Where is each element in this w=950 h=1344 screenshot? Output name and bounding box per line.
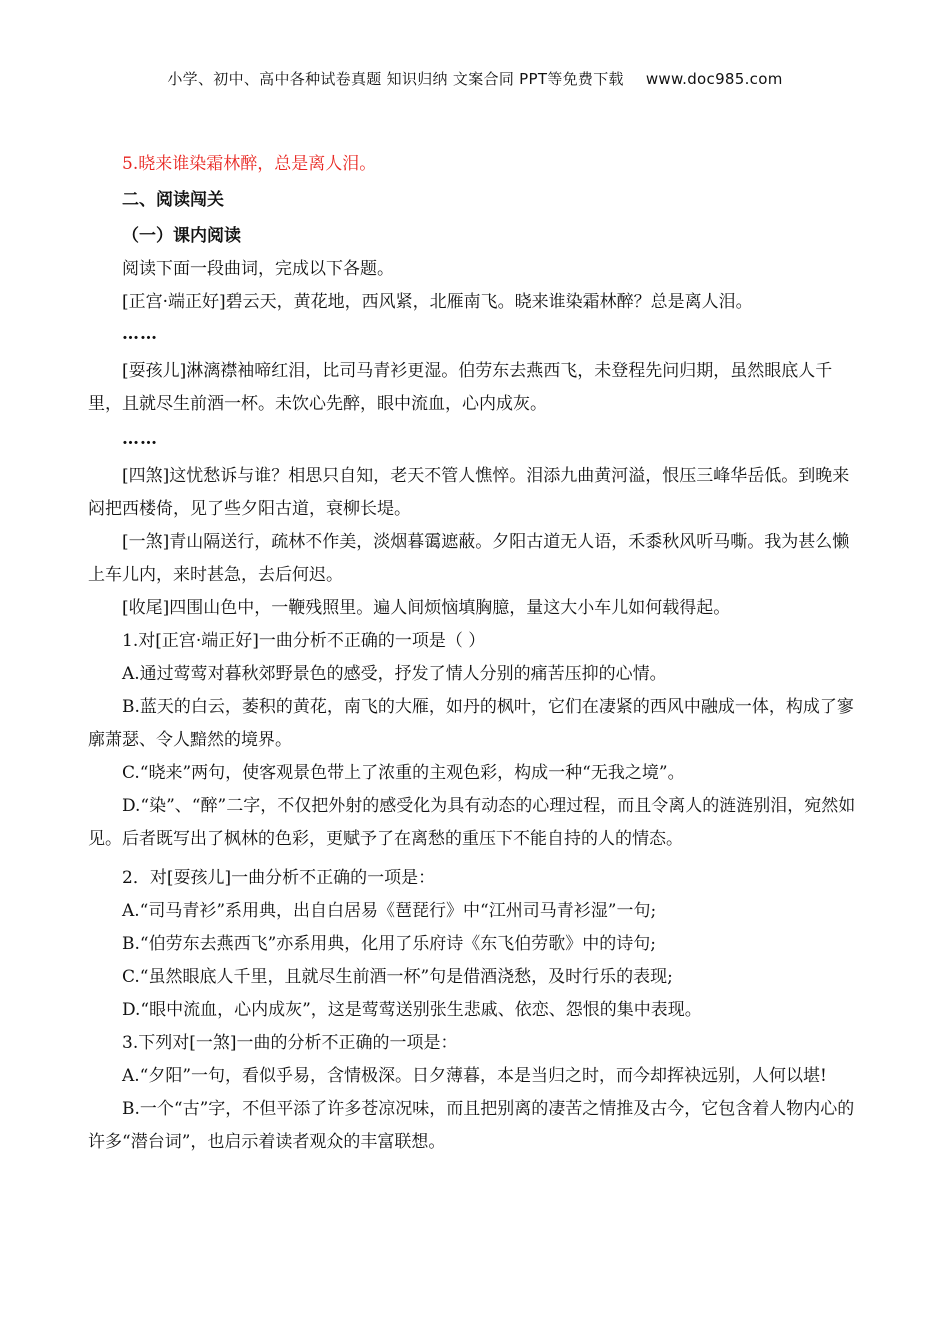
question-2-stem: 2．对[耍孩儿]一曲分析不正确的一项是： (122, 868, 436, 888)
instruction: 阅读下面一段曲词，完成以下各题。 (122, 259, 394, 279)
question-3-option-b: B.一个“古”字，不但平添了许多苍凉况味，而且把别离的凄苦之情推及古今，它包含着人物内心的许多“潜台词”，也启示着读者观众的丰富联想。 (88, 1099, 855, 1152)
question-1-option-b: B.蓝天的白云，萎积的黄花，南飞的大雁，如丹的枫叶，它们在凄紧的西风中融成一体，构成了寥廓萧瑟、令人黯然的境界。 (88, 697, 854, 750)
subsection-title: （一）课内阅读 (122, 226, 241, 246)
verse-sisha: [四煞]这忧愁诉与谁？相思只自知，老天不管人憔悴。泪添九曲黄河溢，恨压三峰华岳低。到晚来闷把西楼倚，见了些夕阳古道，衰柳长堤。 (88, 466, 850, 519)
document-body (88, 148, 866, 1159)
question-2-option-a: A.“司马青衫”系用典，出自白居易《琶琵行》中“江州司马青衫湿”一句; (122, 901, 657, 921)
question-1-option-c: C.“晓来”两句，使客观景色带上了浓重的主观色彩，构成一种“无我之境”。 (122, 763, 685, 783)
ellipsis: …… (122, 429, 158, 449)
question-2-option-d: D.“眼中流血，心内成灰”，这是莺莺送别张生悲戚、依恋、怨恨的集中表现。 (122, 1000, 702, 1020)
verse-yisha: [一煞]青山隔送行，疏林不作美，淡烟暮霭遮蔽。夕阳古道无人语，禾黍秋风听马嘶。我为甚么懒上车儿内，来时甚急，去后何迟。 (88, 532, 850, 585)
question-1-option-d: D.“染”、“醉”二字，不仅把外射的感受化为具有动态的心理过程，而且令离人的涟涟别泪，宛然如见。后者既写出了枫林的色彩，更赋予了在离愁的重压下不能自持的人的情态。 (88, 796, 856, 849)
question-2-option-c: C.“虽然眼底人千里，且就尽生前酒一杯”句是借酒浇愁，及时行乐的表现; (122, 967, 673, 987)
question-1-option-a: A.通过莺莺对暮秋郊野景色的感受，抒发了情人分别的痛苦压抑的心情。 (122, 664, 667, 684)
question-3-option-a: A.“夕阳”一句，看似乎易，含情极深。日夕薄暮，本是当归之时，而今却挥袂远别，人何以堪! (122, 1066, 827, 1086)
verse-shuahaier: [耍孩儿]淋漓襟袖啼红泪，比司马青衫更湿。伯劳东去燕西飞，未登程先问归期，虽然眼底人千里，且就尽生前酒一杯。未饮心先醉，眼中流血，心内成灰。 (88, 361, 833, 414)
ellipsis: …… (122, 324, 158, 344)
page-header (0, 68, 950, 89)
question-2-option-b: B.“伯劳东去燕西飞”亦系用典，化用了乐府诗《东飞伯劳歌》中的诗句; (122, 934, 657, 954)
verse-shouwei: [收尾]四围山色中，一鞭残照里。遍人间烦恼填胸臆，量这大小车儿如何载得起。 (122, 598, 731, 618)
verse-duanzhenghao: [正宫·端正好]碧云天，黄花地，西风紧，北雁南飞。晓来谁染霜林醉？总是离人泪。 (122, 292, 753, 312)
header-text: 小学、初中、高中各种试卷真题 知识归纳 文案合同 PPT等免费下载 (167, 70, 624, 88)
answer-5: 5.晓来谁染霜林醉，总是离人泪。 (122, 154, 377, 174)
question-3-stem: 3.下列对[一煞]一曲的分析不正确的一项是： (122, 1033, 458, 1053)
section-title: 二、阅读闯关 (122, 190, 224, 210)
header-url[interactable]: www.doc985.com (645, 70, 783, 88)
question-1-stem: 1.对[正宫·端正好]一曲分析不正确的一项是（ ） (122, 631, 486, 651)
